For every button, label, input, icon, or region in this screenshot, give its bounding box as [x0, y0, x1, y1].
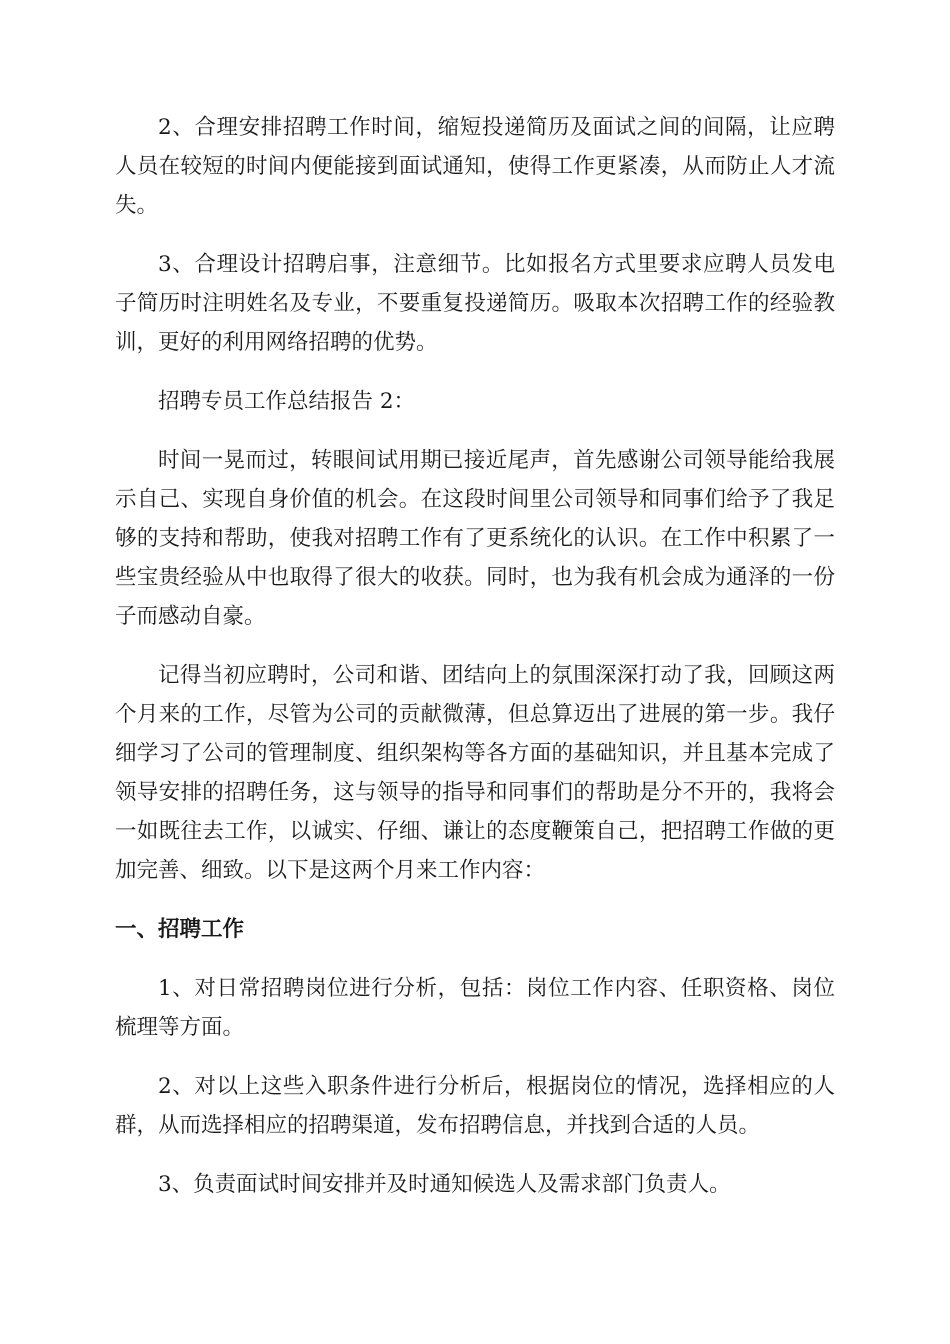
section-item-2: 2、对以上这些入职条件进行分析后，根据岗位的情况，选择相应的人群，从而选择相应的招聘渠道，发布招聘信息，并找到合适的人员。 [115, 1074, 835, 1138]
paragraph-item-3-job-posting: 3、合理设计招聘启事，注意细节。比如报名方式里要求应聘人员发电子简历时注明姓名及专业，不要重复投递简历。吸取本次招聘工作的经验教训，更好的利用网络招聘的优势。 [115, 252, 835, 355]
paragraph-recollection: 记得当初应聘时，公司和谐、团结向上的氛围深深打动了我，回顾这两个月来的工作，尽管为公司的贡献微薄，但总算迈出了进展的第一步。我仔细学习了公司的管理制度、组织架构等各方面的基础知识，并且基本完成了领导安排的招聘任务，这与领导的指导和同事们的帮助是分不开的，我将会一如既往去工作，以诚实、仔细、谦让的态度鞭策自己，把招聘工作做的更加完善、细致。以下是这两个月来工作内容： [115, 663, 835, 883]
document-body [115, 108, 835, 1224]
paragraph-item-2-scheduling: 2、合理安排招聘工作时间，缩短投递简历及面试之间的间隔，让应聘人员在较短的时间内便能接到面试通知，使得工作更紧凑，从而防止人才流失。 [115, 115, 835, 218]
section-item-3: 3、负责面试时间安排并及时通知候选人及需求部门负责人。 [158, 1172, 731, 1197]
paragraph-intro: 时间一晃而过，转眼间试用期已接近尾声，首先感谢公司领导能给我展示自己、实现自身价值的机会。在这段时间里公司领导和同事们给予了我足够的支持和帮助，使我对招聘工作有了更系统化的认识。在工作中积累了一些宝贵经验从中也取得了很大的收获。同时，也为我有机会成为通泽的一份子而感动自豪。 [115, 448, 835, 629]
section-heading-recruitment: 一、招聘工作 [115, 917, 245, 942]
section-item-1: 1、对日常招聘岗位进行分析，包括：岗位工作内容、任职资格、岗位梳理等方面。 [115, 976, 835, 1040]
report-subtitle: 招聘专员工作总结报告 2： [158, 389, 416, 414]
